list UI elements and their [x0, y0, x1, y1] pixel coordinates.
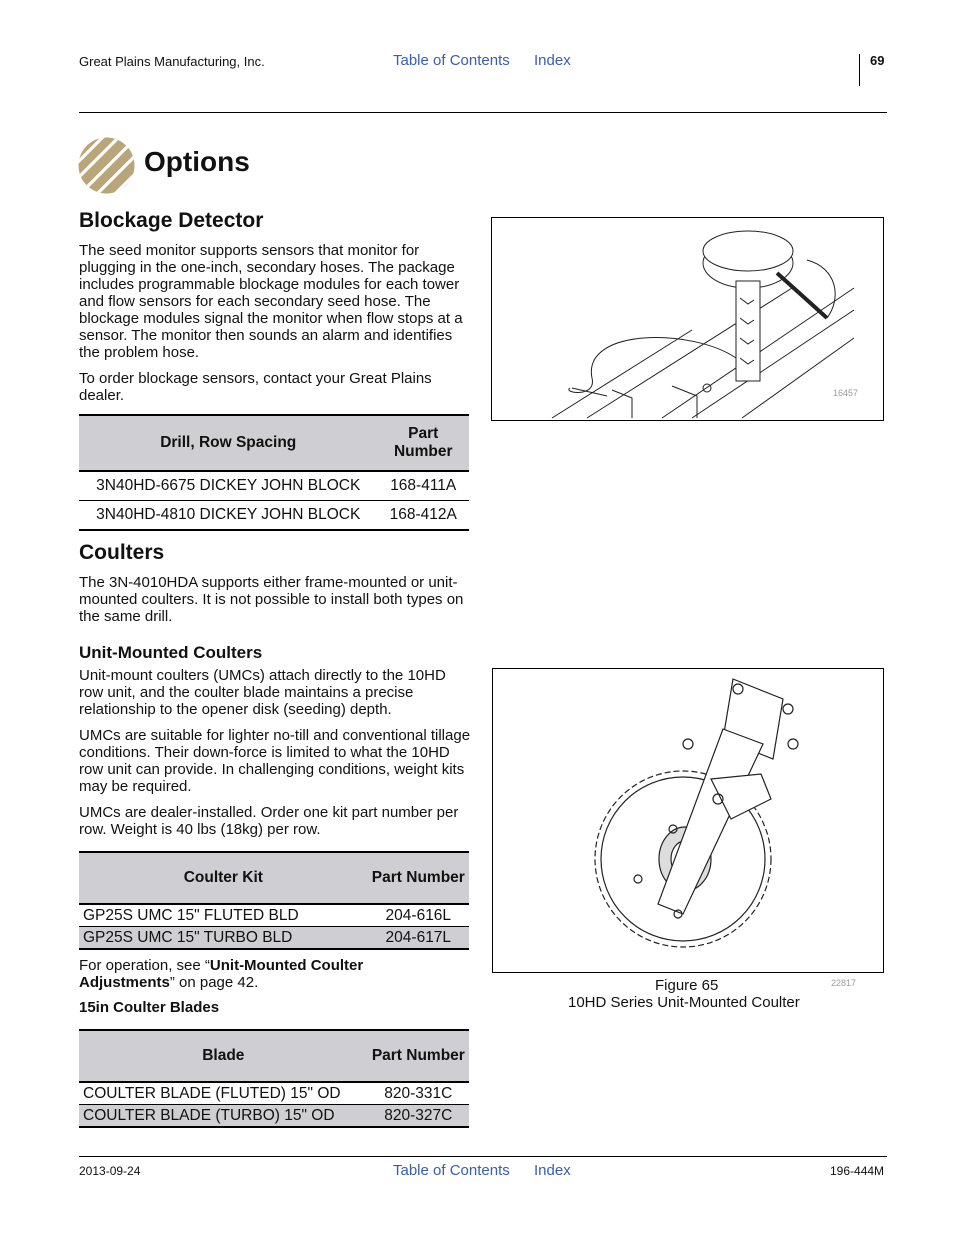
blockage-figure — [491, 217, 884, 421]
toc-link-top[interactable]: Table of Contents — [393, 52, 510, 69]
table-row — [79, 501, 469, 531]
figure-caption-number: Figure 65 — [655, 977, 719, 994]
header-divider — [859, 54, 860, 86]
operation-suffix: ” on page 42. — [169, 974, 259, 991]
row-desc: GP25S UMC 15" FLUTED BLD — [83, 906, 299, 924]
col-header-desc: Coulter Kit — [79, 852, 368, 904]
row-part: 168-412A — [389, 506, 457, 523]
blockage-parts-table — [79, 414, 469, 531]
blockage-heading: Blockage Detector — [79, 209, 264, 232]
toc-link-bottom[interactable]: Table of Contents — [393, 1162, 510, 1179]
operation-prefix: For operation, see “ — [79, 957, 210, 974]
blockage-para-2: To order blockage sensors, contact your Great Plains dealer. — [79, 370, 432, 404]
row-desc: COULTER BLADE (FLUTED) 15" OD — [83, 1084, 341, 1102]
col-header-part: Part Number — [368, 852, 469, 904]
row-part: 204-616L — [385, 906, 452, 924]
footer-rule — [79, 1156, 887, 1157]
umc-para-1: Unit-mount coulters (UMCs) attach directly to the 10HD row unit, and the coulter blade maintains a precise relationship to the opener disk (seeding) depth. — [79, 667, 446, 718]
figure-number: 22817 — [831, 978, 857, 988]
blades-heading: 15in Coulter Blades — [79, 999, 220, 1016]
col-header-part: Part Number — [377, 415, 469, 471]
blockage-para-1: The seed monitor supports sensors that monitor for plugging in the one-inch, secondary hoses. The package includes programmable blockage modules for each tower and flow sensors for each secondary seed hose. The blockage modules signal the monitor when flow stops at a sensor. The monitor then sounds an alarm and identifies the problem hose. — [79, 242, 463, 361]
page-number: 69 — [870, 53, 885, 68]
row-part: 820-331C — [384, 1084, 453, 1102]
table-row — [79, 1082, 469, 1105]
table-row — [79, 1105, 469, 1128]
row-desc: GP25S UMC 15" TURBO BLD — [79, 927, 368, 950]
document-number: 196-444M — [830, 1164, 885, 1178]
blockage-sensor-illustration — [492, 218, 883, 420]
footer-date: 2013-09-24 — [79, 1164, 141, 1178]
company-name: Great Plains Manufacturing, Inc. — [79, 54, 265, 69]
section-logo-icon — [78, 137, 135, 194]
row-part: 820-327C — [368, 1105, 469, 1128]
operation-reference — [79, 957, 399, 991]
header-rule — [79, 112, 887, 113]
coulter-figure — [492, 668, 884, 973]
figure-number: 16457 — [833, 388, 859, 398]
operation-link[interactable]: Unit-Mounted Coulter Adjustments — [79, 957, 364, 991]
coulter-kit-table — [79, 851, 469, 950]
index-link-top[interactable]: Index — [534, 52, 571, 69]
umc-heading: Unit-Mounted Coulters — [79, 643, 263, 662]
row-part: 204-617L — [368, 927, 469, 950]
coulters-para: The 3N-4010HDA supports either frame-mounted or unit-mounted coulters. It is not possible to install both types on the same drill. — [79, 574, 464, 625]
umc-para-3: UMCs are dealer-installed. Order one kit part number per row. Weight is 40 lbs (18kg) per row. — [79, 804, 459, 838]
index-link-bottom[interactable]: Index — [534, 1162, 571, 1179]
page-title: Options — [144, 146, 250, 177]
row-part: 168-411A — [377, 471, 469, 501]
coulter-blades-table — [79, 1029, 469, 1128]
coulter-illustration — [493, 669, 883, 972]
row-desc: COULTER BLADE (TURBO) 15" OD — [79, 1105, 368, 1128]
table-row — [79, 904, 469, 927]
col-header-desc: Blade — [79, 1030, 368, 1082]
umc-para-2: UMCs are suitable for lighter no-till and conventional tillage conditions. Their down-force is limited to what the 10HD row unit can provide. In challenging conditions, weight kits may be required. — [79, 727, 471, 795]
col-header-part: Part Number — [368, 1030, 469, 1082]
row-desc: 3N40HD-4810 DICKEY JOHN BLOCK — [96, 506, 361, 523]
table-row — [79, 927, 469, 950]
col-header-desc: Drill, Row Spacing — [79, 415, 377, 471]
figure-caption-title: 10HD Series Unit-Mounted Coulter — [568, 994, 800, 1011]
row-desc: 3N40HD-6675 DICKEY JOHN BLOCK — [79, 471, 377, 501]
table-row — [79, 471, 469, 501]
coulters-heading: Coulters — [79, 541, 165, 564]
